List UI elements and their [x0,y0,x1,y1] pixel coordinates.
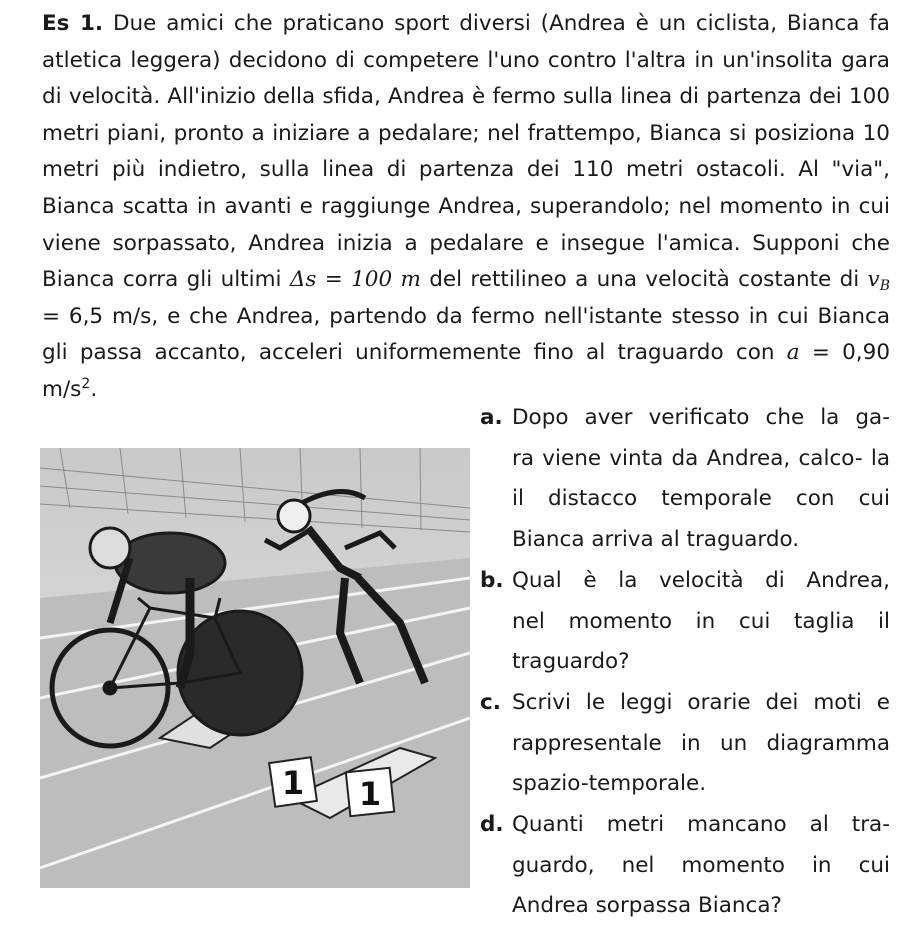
question-a-text: ra viene vinta da Andrea, calco- la il distacco temporale con cui Bianca arriva al traguardo. [512,445,890,552]
question-a-label: a. [480,405,503,430]
question-a [480,398,890,560]
question-d [480,805,890,927]
question-c-text: rappresentale in un diagramma spazio-temporale. [512,730,890,796]
delta-s-expression: Δs = 100 m [289,267,421,293]
race-illustration [40,448,470,888]
question-c-label: c. [480,690,501,715]
question-a-line1: Dopo aver verificato che la ga- [512,405,890,430]
velocity-value: = 6,5 m/s [42,303,152,329]
acceleration-exponent: 2 [81,375,91,392]
intro-end: . [90,376,98,402]
velocity-symbol: v [867,267,880,293]
intro-part3: , e che Andrea, partendo da fermo nell'istante stesso in cui Bianca gli passa accanto, acceleri uniformemente fino al traguardo con [42,303,891,366]
question-b [480,561,890,683]
block-number-left: 1 [281,764,305,802]
question-d-line1: Quanti metri mancano al tra- [512,812,890,837]
block-number-right: 1 [358,775,382,813]
problem-label: Es 1. [42,11,104,36]
acceleration-symbol: a [786,340,800,366]
question-c-line1: Scrivi le leggi orarie dei moti e [512,690,890,715]
intro-part2: del rettilineo a una velocità costante di [429,267,860,293]
runner-head [278,500,310,532]
block-number-card-right [346,768,394,816]
problem-statement [42,6,890,409]
question-d-text: guardo, nel momento in cui Andrea sorpassa Bianca? [512,852,890,918]
question-b-text: nel momento in cui taglia il traguardo? [512,608,890,674]
velocity-subscript: B [879,278,890,295]
question-b-label: b. [480,568,504,593]
intro-part1: Due amici che praticano sport diversi (Andrea è un ciclista, Bianca fa atletica leggera) decidono di competere l'uno contro l'altra in un'insolita gara di velocità. All'inizio della sfida, Andrea è fermo sulla linea di partenza dei 100 metri piani, pronto a iniziare a pedalare; nel frattempo, Bianca si posiziona 10 metri più indietro, sulla linea di partenza dei 110 metri ostacoli. Al "via", Bianca scatta in avanti e raggiunge Andrea, superandolo; nel momento in cui viene sorpassato, Andrea inizia a pedalare e insegue l'amica. Supponi che Bianca corra gli ultimi [42,11,890,293]
acceleration-value: = 0,90 m/s [42,340,890,402]
cyclist-helmet [90,528,130,568]
question-b-line1: Qual è la velocità di Andrea, [512,568,890,593]
question-d-label: d. [480,812,504,837]
block-number-card-left [269,757,317,806]
question-c [480,683,890,805]
